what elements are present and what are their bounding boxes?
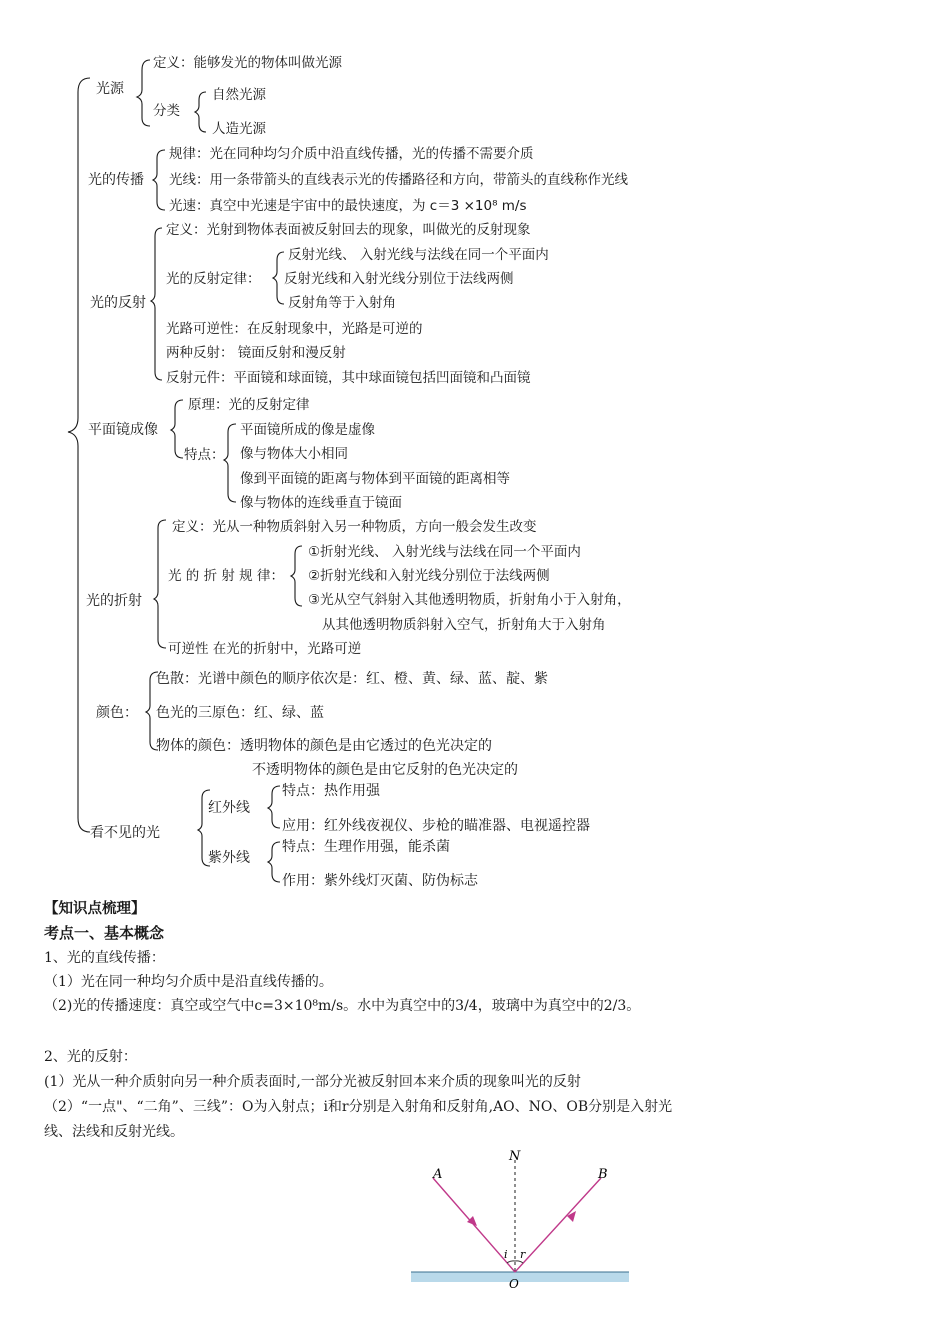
- reflection-reversible: 光路可逆性：在反射现象中，光路是可逆的: [166, 321, 423, 337]
- label-i: i: [504, 1248, 508, 1261]
- plane-mirror-feature-4: 像与物体的连线垂直于镜面: [240, 495, 402, 511]
- item2-line2: （2）“一点"、“二角”、三线”：O为入射点；i和r分别是入射角和反射角,AO、NO、OB分别是入射光: [44, 1099, 673, 1115]
- refraction-law-label: 光 的 折 射 规 律：: [168, 568, 284, 584]
- angle-i-arc: [507, 1261, 515, 1263]
- reflection-law-2: 反射光线和入射光线分别位于法线两侧: [284, 271, 514, 287]
- reflection-label: 光的反射: [90, 295, 146, 311]
- refraction-law-3b: 从其他透明物质斜射入空气，折射角大于入射角: [322, 617, 606, 633]
- artificial-light-source: 人造光源: [212, 121, 266, 137]
- reflection-law-3: 反射角等于入射角: [288, 295, 396, 311]
- refraction-law-1: ①折射光线、 入射光线与法线在同一个平面内: [308, 544, 581, 560]
- plane-mirror-features-label: 特点：: [184, 447, 225, 463]
- color-object: 物体的颜色：透明物体的颜色是由它透过的色光决定的: [156, 738, 492, 754]
- refraction-definition: 定义：光从一种物质斜射入另一种物质，方向一般会发生改变: [172, 519, 537, 535]
- color-object-b: 不透明物体的颜色是由它反射的色光决定的: [252, 762, 518, 778]
- infrared-feature: 特点：热作用强: [282, 783, 380, 799]
- item1-line2: （2)光的传播速度：真空或空气中c=3×10⁸m/s。水中为真空中的3/4，玻璃中为真空中的2/3。: [44, 998, 641, 1014]
- label-a: A: [433, 1167, 443, 1182]
- reflection-diagram: [405, 1148, 635, 1290]
- light-source-label: 光源: [96, 81, 124, 97]
- incident-ray: [433, 1178, 515, 1272]
- plane-mirror-label: 平面镜成像: [88, 422, 158, 438]
- section-title: 考点一、基本概念: [44, 924, 165, 942]
- propagation-ray: 光线：用一条带箭头的直线表示光的传播路径和方向，带箭头的直线称作光线: [169, 172, 628, 188]
- reflected-ray: [515, 1178, 601, 1272]
- label-r: r: [520, 1248, 526, 1261]
- item1-line1: （1）光在同一种均匀介质中是沿直线传播的。: [44, 974, 333, 990]
- item2-line2b: 线、法线和反射光线。: [44, 1124, 184, 1140]
- light-source-definition: 定义：能够发光的物体叫做光源: [153, 55, 342, 71]
- angle-r-arc: [515, 1261, 523, 1263]
- ultraviolet-feature: 特点：生理作用强，能杀菌: [282, 839, 450, 855]
- item2-line1: (1）光从一种介质射向另一种介质表面时,一部分光被反射回本来介质的现象叫光的反射: [44, 1074, 581, 1090]
- infrared-label: 红外线: [208, 800, 250, 816]
- light-source-classification: 分类: [153, 103, 180, 119]
- ultraviolet-label: 紫外线: [208, 850, 250, 866]
- item1-title: 1、光的直线传播：: [44, 950, 165, 966]
- reflection-definition: 定义：光射到物体表面被反射回去的现象，叫做光的反射现象: [166, 222, 531, 238]
- incident-arrow: [467, 1216, 477, 1226]
- label-o: O: [509, 1277, 519, 1290]
- refraction-label: 光的折射: [86, 593, 142, 609]
- notes-heading: 【知识点梳理】: [44, 900, 146, 917]
- reflected-arrow: [567, 1211, 576, 1222]
- refraction-reversible: 可逆性 在光的折射中，光路可逆: [168, 641, 362, 657]
- label-b: B: [598, 1167, 608, 1182]
- propagation-rule: 规律：光在同种均匀介质中沿直线传播，光的传播不需要介质: [169, 146, 534, 162]
- invisible-light-label: 看不见的光: [90, 825, 160, 841]
- plane-mirror-principle: 原理：光的反射定律: [188, 397, 310, 413]
- reflecting-surface: [411, 1272, 629, 1282]
- reflection-law-label: 光的反射定律：: [166, 271, 261, 287]
- ultraviolet-use: 作用：紫外线灯灭菌、防伪标志: [282, 873, 478, 889]
- plane-mirror-feature-3: 像到平面镜的距离与物体到平面镜的距离相等: [240, 471, 510, 487]
- plane-mirror-feature-1: 平面镜所成的像是虚像: [240, 422, 375, 438]
- propagation-label: 光的传播: [88, 172, 144, 188]
- color-dispersion: 色散：光谱中颜色的顺序依次是：红、橙、黄、绿、蓝、靛、紫: [156, 671, 548, 687]
- infrared-use: 应用：红外线夜视仪、步枪的瞄准器、电视遥控器: [282, 818, 590, 834]
- reflection-law-1: 反射光线、 入射光线与法线在同一个平面内: [288, 247, 549, 263]
- color-label: 颜色：: [96, 705, 138, 721]
- plane-mirror-feature-2: 像与物体大小相同: [240, 446, 348, 462]
- reflection-two-kinds: 两种反射： 镜面反射和漫反射: [166, 345, 346, 361]
- refraction-law-2: ②折射光线和入射光线分别位于法线两侧: [308, 568, 550, 584]
- item2-title: 2、光的反射：: [44, 1049, 137, 1065]
- propagation-speed: 光速：真空中光速是宇宙中的最快速度，为 c＝3 ×10⁸ m/s: [169, 198, 527, 214]
- natural-light-source: 自然光源: [212, 87, 266, 103]
- label-n: N: [509, 1149, 521, 1164]
- reflection-elements: 反射元件：平面镜和球面镜，其中球面镜包括凹面镜和凸面镜: [166, 370, 531, 386]
- refraction-law-3: ③光从空气斜射入其他透明物质，折射角小于入射角，: [308, 592, 631, 608]
- color-primary: 色光的三原色：红、绿、蓝: [156, 705, 324, 721]
